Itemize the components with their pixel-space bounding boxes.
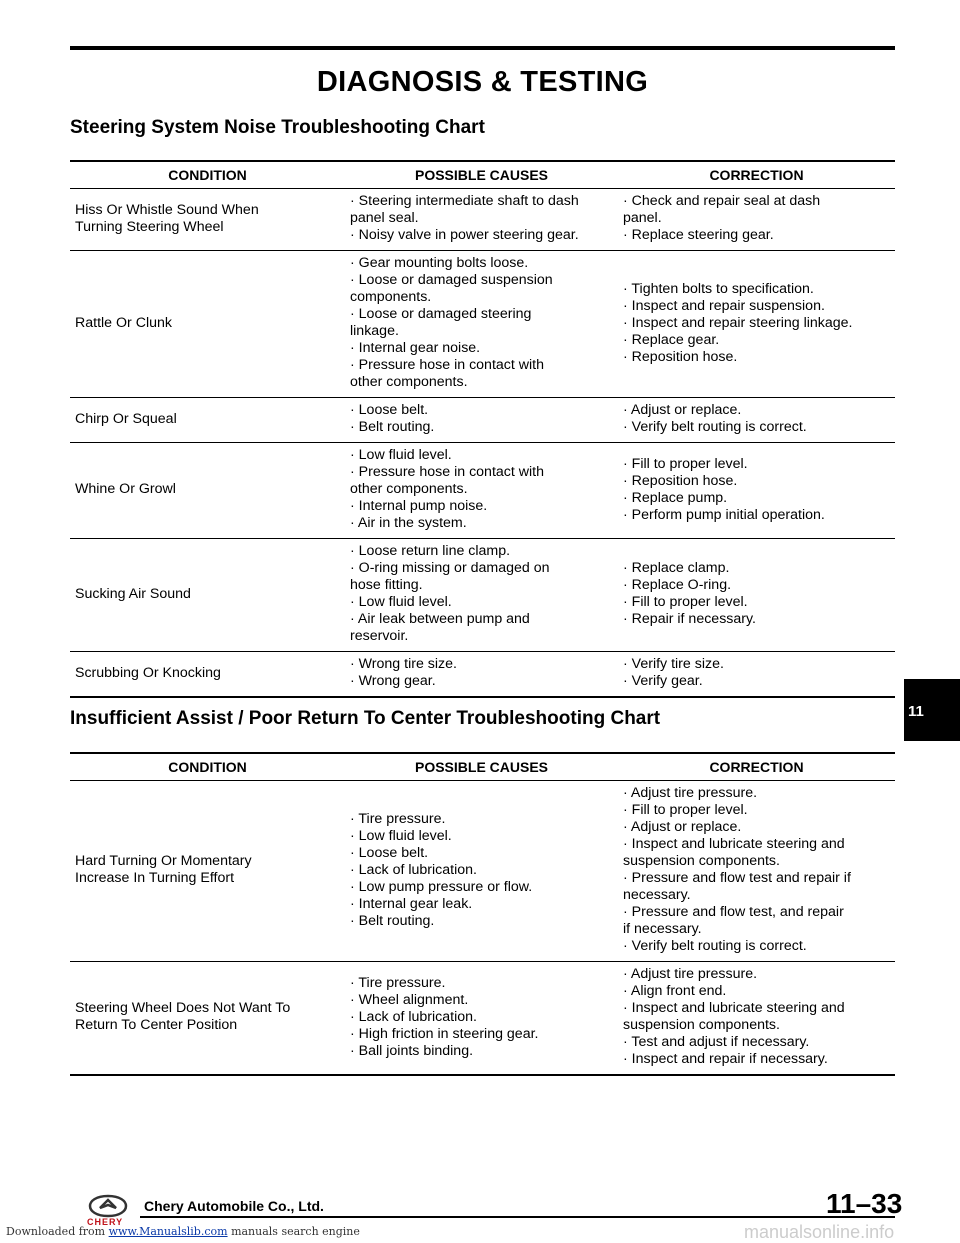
correction-cell [618, 539, 895, 652]
cell-line: panel. [623, 210, 662, 226]
cell-line: · Fill to proper level. [623, 594, 748, 610]
cell-line: Steering Wheel Does Not Want To [75, 1000, 291, 1016]
table-row [70, 781, 895, 962]
causes-cell [345, 781, 618, 962]
cell-line: hose fitting. [350, 577, 423, 593]
cell-line: other components. [350, 481, 468, 497]
cell-line: · Adjust or replace. [623, 402, 742, 418]
cell-line: · Wrong tire size. [350, 656, 457, 672]
cell-line: · Check and repair seal at dash [623, 193, 821, 209]
header-possible-causes: POSSIBLE CAUSES [345, 753, 618, 781]
page-title: DIAGNOSIS & TESTING [316, 66, 649, 98]
table-row [70, 539, 895, 652]
cell-line: Hiss Or Whistle Sound When [75, 201, 259, 218]
cell-line: · Lack of lubrication. [350, 861, 477, 878]
manualslib-link[interactable]: www.Manualslib.com [108, 1225, 228, 1238]
causes-cell [345, 251, 618, 398]
cell-line: · Low fluid level. [350, 447, 452, 463]
cell-line: · Test and adjust if necessary. [623, 1034, 810, 1050]
cell-line: · Perform pump initial operation. [623, 506, 825, 523]
table1-title: Steering System Noise Troubleshooting Chart [70, 117, 485, 138]
correction-cell [618, 781, 895, 962]
cell-line: · Replace gear. [623, 331, 720, 348]
cell-line: · Inspect and repair suspension. [623, 297, 825, 314]
cell-line: · Loose or damaged steering [350, 306, 532, 322]
header-correction: CORRECTION [618, 753, 895, 781]
table-row [70, 251, 895, 398]
table-header-row [70, 753, 895, 781]
causes-cell [345, 652, 618, 698]
cell-line: · Inspect and lubricate steering and [623, 1000, 845, 1016]
page-number: 11–33 [826, 1188, 903, 1219]
cell-line: · Verify belt routing is correct. [623, 938, 807, 954]
condition-cell [70, 781, 345, 962]
cell-line: · Air in the system. [350, 515, 467, 531]
cell-line: · Fill to proper level. [623, 802, 748, 818]
cell-line: · Inspect and repair steering linkage. [623, 314, 853, 331]
cell-line: · Pressure and flow test, and repair [623, 904, 844, 920]
cell-line: · Adjust tire pressure. [623, 785, 758, 801]
cell-line: · Internal pump noise. [350, 498, 488, 514]
cell-line: · High friction in steering gear. [350, 1025, 539, 1042]
cell-line: · O-ring missing or damaged on [350, 560, 550, 576]
causes-cell [345, 398, 618, 443]
cell-line: · Loose belt. [350, 844, 429, 861]
condition-cell [70, 539, 345, 652]
cell-line: · Loose belt. [350, 402, 429, 418]
cell-line: · Noisy valve in power steering gear. [350, 227, 579, 243]
company-name: Chery Automobile Co., Ltd. [144, 1198, 324, 1214]
table-row [70, 443, 895, 539]
download-notice [6, 1225, 360, 1238]
download-suffix: manuals search engine [231, 1225, 360, 1238]
cell-line: · Replace pump. [623, 489, 728, 506]
cell-line: · Repair if necessary. [623, 611, 756, 627]
cell-line: · Wrong gear. [350, 673, 436, 689]
cell-line: other components. [350, 374, 468, 390]
cell-line: reservoir. [350, 628, 409, 644]
condition-cell [70, 962, 345, 1076]
cell-line: · Verify tire size. [623, 656, 724, 672]
cell-line: Increase In Turning Effort [75, 870, 235, 886]
correction-cell [618, 251, 895, 398]
cell-line: · Steering intermediate shaft to dash [350, 193, 579, 209]
cell-line: · Loose or damaged suspension [350, 272, 553, 288]
cell-line: · Air leak between pump and [350, 611, 530, 627]
cell-line: · Verify gear. [623, 673, 703, 689]
cell-line: Return To Center Position [75, 1017, 238, 1033]
correction-cell [618, 443, 895, 539]
cell-line: suspension components. [623, 1017, 780, 1033]
cell-line: Hard Turning Or Momentary [75, 853, 252, 869]
cell-line: · Replace O-ring. [623, 577, 732, 593]
cell-line: · Verify belt routing is correct. [623, 419, 807, 435]
condition-cell [70, 398, 345, 443]
cell-line: · Loose return line clamp. [350, 543, 511, 559]
cell-line: · Low fluid level. [350, 594, 452, 610]
cell-line: · Reposition hose. [623, 472, 738, 489]
causes-cell [345, 443, 618, 539]
cell-line: · Lack of lubrication. [350, 1008, 477, 1025]
cell-line: · Align front end. [623, 983, 727, 999]
assist-troubleshooting-table [70, 752, 895, 1076]
cell-line: · Tire pressure. [350, 974, 446, 991]
cell-line: necessary. [623, 887, 691, 903]
cell-line: linkage. [350, 323, 399, 339]
cell-line: · Gear mounting bolts loose. [350, 255, 529, 271]
cell-line: · Pressure and flow test and repair if [623, 870, 851, 886]
top-rule [70, 46, 895, 50]
causes-cell [345, 189, 618, 251]
cell-line: · Tire pressure. [350, 810, 446, 827]
cell-line: Chirp Or Squeal [75, 410, 177, 427]
noise-troubleshooting-table [70, 160, 895, 698]
cell-line: · Wheel alignment. [350, 991, 469, 1008]
cell-line: components. [350, 289, 432, 305]
cell-line: · Reposition hose. [623, 348, 738, 365]
table-row [70, 398, 895, 443]
cell-line: if necessary. [623, 921, 702, 937]
causes-cell [345, 962, 618, 1076]
table2-title: Insufficient Assist / Poor Return To Center Troubleshooting Chart [70, 708, 661, 729]
download-prefix: Downloaded from [6, 1225, 106, 1238]
chery-logo-text: CHERY [87, 1217, 124, 1227]
header-correction: CORRECTION [618, 161, 895, 189]
cell-line: · Tighten bolts to specification. [623, 280, 814, 297]
watermark: manualsonline.info [744, 1222, 895, 1242]
cell-line: · Inspect and lubricate steering and [623, 836, 845, 852]
cell-line: · Ball joints binding. [350, 1042, 474, 1059]
header-possible-causes: POSSIBLE CAUSES [345, 161, 618, 189]
cell-line: Scrubbing Or Knocking [75, 664, 221, 681]
cell-line: Turning Steering Wheel [75, 218, 224, 235]
footer-rule [140, 1216, 895, 1218]
cell-line: · Pressure hose in contact with [350, 464, 544, 480]
condition-cell [70, 652, 345, 698]
correction-cell [618, 652, 895, 698]
section-tab-label: 11 [908, 703, 924, 720]
causes-cell [345, 539, 618, 652]
table-header-row [70, 161, 895, 189]
header-condition: CONDITION [70, 753, 345, 781]
cell-line: panel seal. [350, 210, 419, 226]
cell-line: · Belt routing. [350, 912, 435, 929]
cell-line: · Pressure hose in contact with [350, 357, 544, 373]
cell-line: · Adjust tire pressure. [623, 966, 758, 982]
cell-line: · Adjust or replace. [623, 819, 742, 835]
cell-line: · Internal gear leak. [350, 895, 473, 912]
cell-line: Rattle Or Clunk [75, 314, 172, 331]
correction-cell [618, 398, 895, 443]
cell-line: · Replace clamp. [623, 560, 730, 576]
cell-line: · Low fluid level. [350, 827, 452, 844]
chery-logo-icon [88, 1194, 128, 1218]
cell-line: Sucking Air Sound [75, 585, 191, 602]
cell-line: · Inspect and repair if necessary. [623, 1051, 828, 1067]
correction-cell [618, 962, 895, 1076]
table-row [70, 962, 895, 1076]
cell-line: · Fill to proper level. [623, 455, 748, 472]
cell-line: · Belt routing. [350, 419, 435, 435]
cell-line: suspension components. [623, 853, 780, 869]
condition-cell [70, 251, 345, 398]
cell-line: Whine Or Growl [75, 481, 176, 497]
cell-line: · Internal gear noise. [350, 340, 481, 356]
condition-cell [70, 189, 345, 251]
cell-line: · Low pump pressure or flow. [350, 878, 533, 895]
cell-line: · Replace steering gear. [623, 227, 774, 243]
condition-cell [70, 443, 345, 539]
table-row [70, 652, 895, 698]
header-condition: CONDITION [70, 161, 345, 189]
table-row [70, 189, 895, 251]
correction-cell [618, 189, 895, 251]
